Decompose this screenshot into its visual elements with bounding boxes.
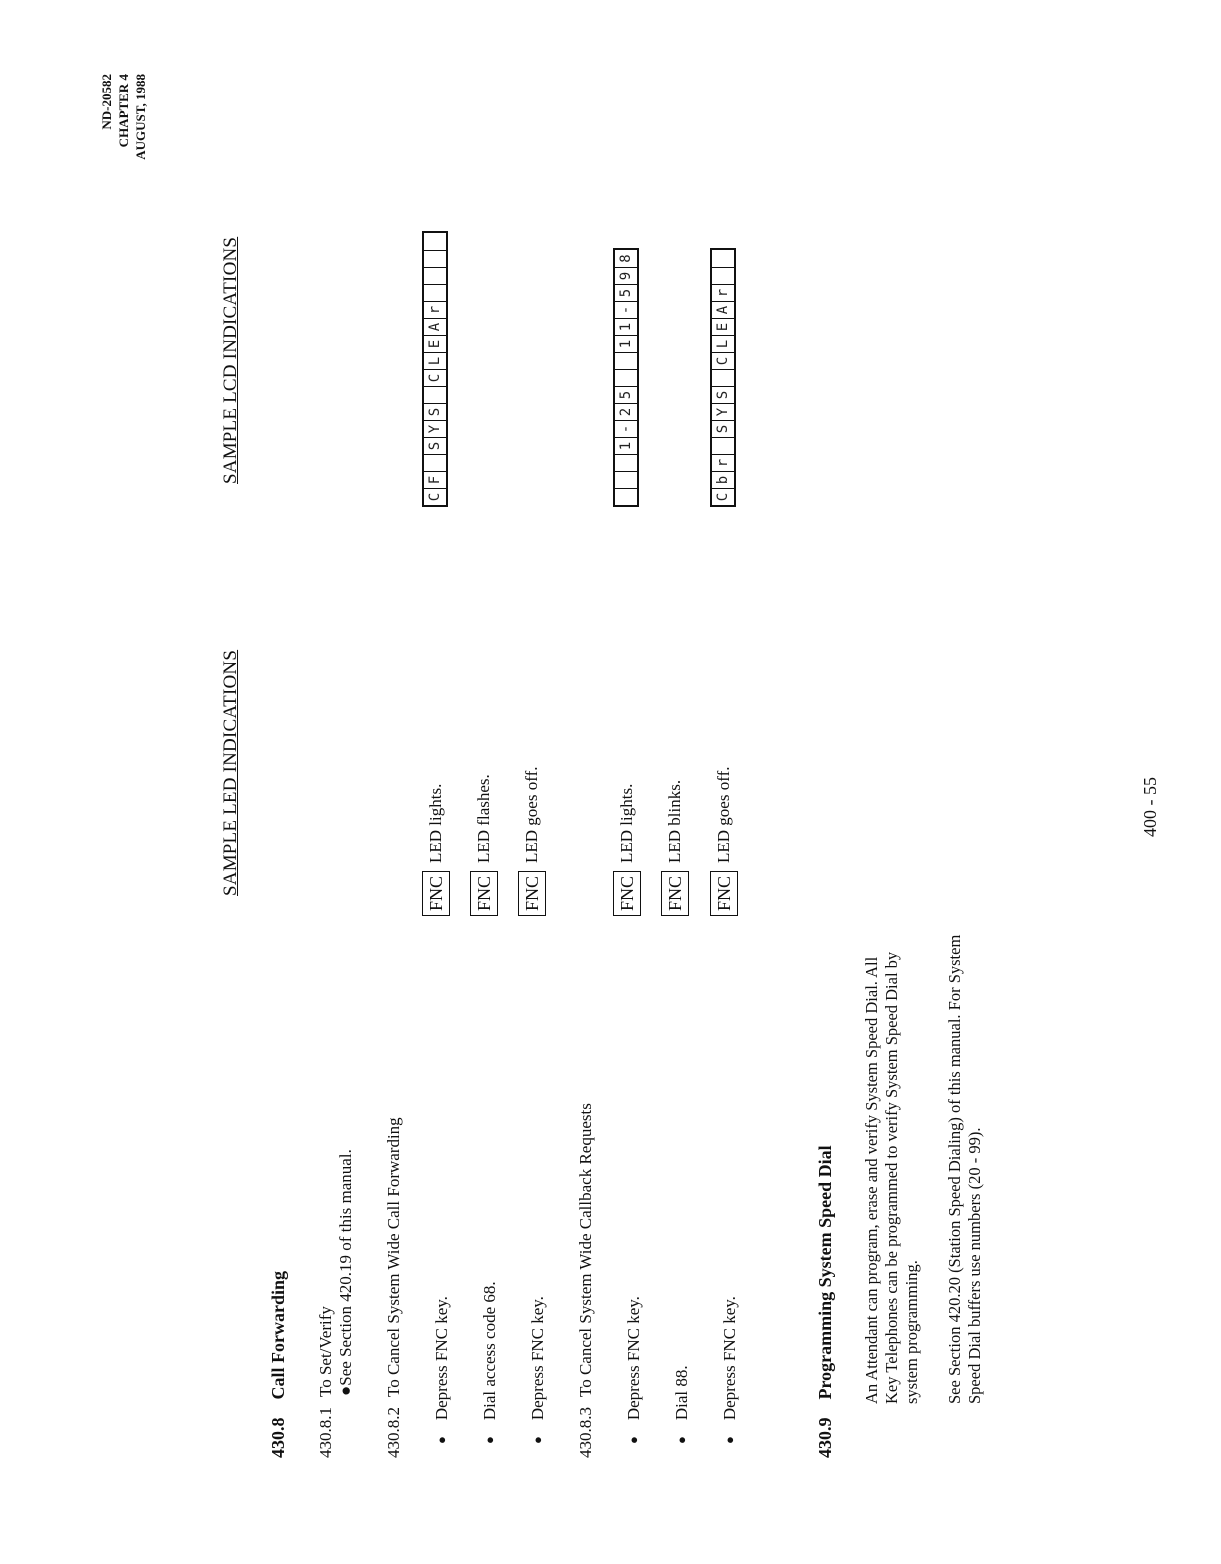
doc-number: ND-20582 — [99, 74, 114, 130]
led-indication: FNC LED goes off. — [518, 767, 546, 917]
section-430-9: 430.9Programming System Speed Dial — [815, 1145, 835, 1458]
chapter: CHAPTER 4 — [116, 74, 131, 148]
section-430-8-2: 430.8.2To Cancel System Wide Call Forwarding — [384, 1117, 403, 1458]
lcd-cell: r — [712, 454, 734, 471]
lcd-cell: S — [424, 437, 446, 454]
step-depress-fnc: ● Depress FNC key. — [624, 1296, 644, 1444]
paragraph: See Section 420.20 (Station Speed Dialing) of this manual. For System Speed Dial buffers use numbers (20 - 99). — [945, 934, 984, 1404]
lcd-cell: S — [712, 386, 734, 403]
lcd-cell: L — [712, 335, 734, 352]
date: AUGUST, 1988 — [133, 74, 148, 160]
lcd-cell: C — [712, 352, 734, 369]
set-verify-note: ●See Section 420.19 of this manual. — [336, 1149, 355, 1396]
fnc-key-icon: FNC — [613, 871, 641, 916]
lcd-cell: 5 — [615, 386, 637, 403]
lcd-cell: b — [712, 471, 734, 488]
section-430-8-1: 430.8.1To Set/Verify — [316, 1306, 335, 1458]
lcd-cell: 9 — [615, 267, 637, 284]
lcd-cell — [424, 250, 446, 267]
lcd-display — [613, 248, 639, 507]
lcd-cell: F — [424, 471, 446, 488]
fnc-key-icon: FNC — [470, 871, 498, 916]
lcd-display — [710, 248, 736, 507]
section-430-8-3: 430.8.3To Cancel System Wide Callback Requests — [576, 1103, 595, 1458]
step-depress-fnc: ● Depress FNC key. — [432, 1296, 452, 1444]
lcd-cell: 2 — [615, 403, 637, 420]
led-indication: FNC LED lights. — [422, 784, 450, 916]
fnc-key-icon: FNC — [422, 871, 450, 916]
lcd-column-heading: SAMPLE LCD INDICATIONS — [220, 236, 241, 484]
lcd-cell: Y — [712, 403, 734, 420]
page-number: 400 - 55 — [1140, 777, 1160, 837]
paragraph: An Attendant can program, erase and verify System Speed Dial. All Key Telephones can be programmed to verify System Speed Dial by system programming. — [862, 951, 921, 1404]
led-indication: FNC LED lights. — [613, 784, 641, 916]
fnc-key-icon: FNC — [710, 871, 738, 916]
lcd-cell: E — [712, 318, 734, 335]
lcd-cell: L — [424, 352, 446, 369]
lcd-cell: 1 — [615, 335, 637, 352]
lcd-cell — [615, 369, 637, 386]
lcd-cell — [424, 284, 446, 301]
lcd-cell: A — [712, 301, 734, 318]
led-column-heading: SAMPLE LED INDICATIONS — [220, 649, 241, 896]
lcd-cell: 1 — [615, 437, 637, 454]
lcd-cell: S — [712, 420, 734, 437]
lcd-cell: - — [615, 301, 637, 318]
lcd-cell — [424, 454, 446, 471]
lcd-cell: E — [424, 335, 446, 352]
step-depress-fnc: ● Depress FNC key. — [720, 1296, 740, 1444]
lcd-cell: 8 — [618, 254, 634, 263]
lcd-cell — [712, 369, 734, 386]
lcd-cell — [615, 454, 637, 471]
lcd-cell — [615, 352, 637, 369]
lcd-cell — [712, 267, 734, 284]
lcd-cell: r — [712, 284, 734, 301]
section-430-8: 430.8Call Forwarding — [268, 1271, 288, 1458]
lcd-cell — [712, 250, 734, 267]
lcd-cell: C — [424, 369, 446, 386]
step-dial-access-code: ● Dial access code 68. — [480, 1281, 500, 1444]
lcd-cell: C — [712, 488, 734, 505]
led-indication: FNC LED blinks. — [661, 780, 689, 916]
led-indication: FNC LED goes off. — [710, 767, 738, 917]
lcd-cell: S — [424, 403, 446, 420]
lcd-display — [422, 231, 448, 507]
lcd-cell: - — [615, 420, 637, 437]
fnc-key-icon: FNC — [518, 871, 546, 916]
lcd-cell — [424, 386, 446, 403]
step-dial-88: ● Dial 88. — [672, 1365, 692, 1444]
lcd-cell — [424, 233, 446, 250]
lcd-cell — [615, 488, 637, 505]
lcd-cell: Y — [424, 420, 446, 437]
step-depress-fnc: ● Depress FNC key. — [528, 1296, 548, 1444]
lcd-cell: A — [424, 318, 446, 335]
lcd-cell — [712, 437, 734, 454]
led-indication: FNC LED flashes. — [470, 774, 498, 916]
lcd-cell: C — [424, 488, 446, 505]
fnc-key-icon: FNC — [661, 871, 689, 916]
lcd-cell: r — [424, 301, 446, 318]
lcd-cell — [424, 267, 446, 284]
document-header — [98, 74, 149, 234]
lcd-cell: 5 — [615, 284, 637, 301]
lcd-cell — [615, 471, 637, 488]
lcd-cell: 1 — [615, 318, 637, 335]
